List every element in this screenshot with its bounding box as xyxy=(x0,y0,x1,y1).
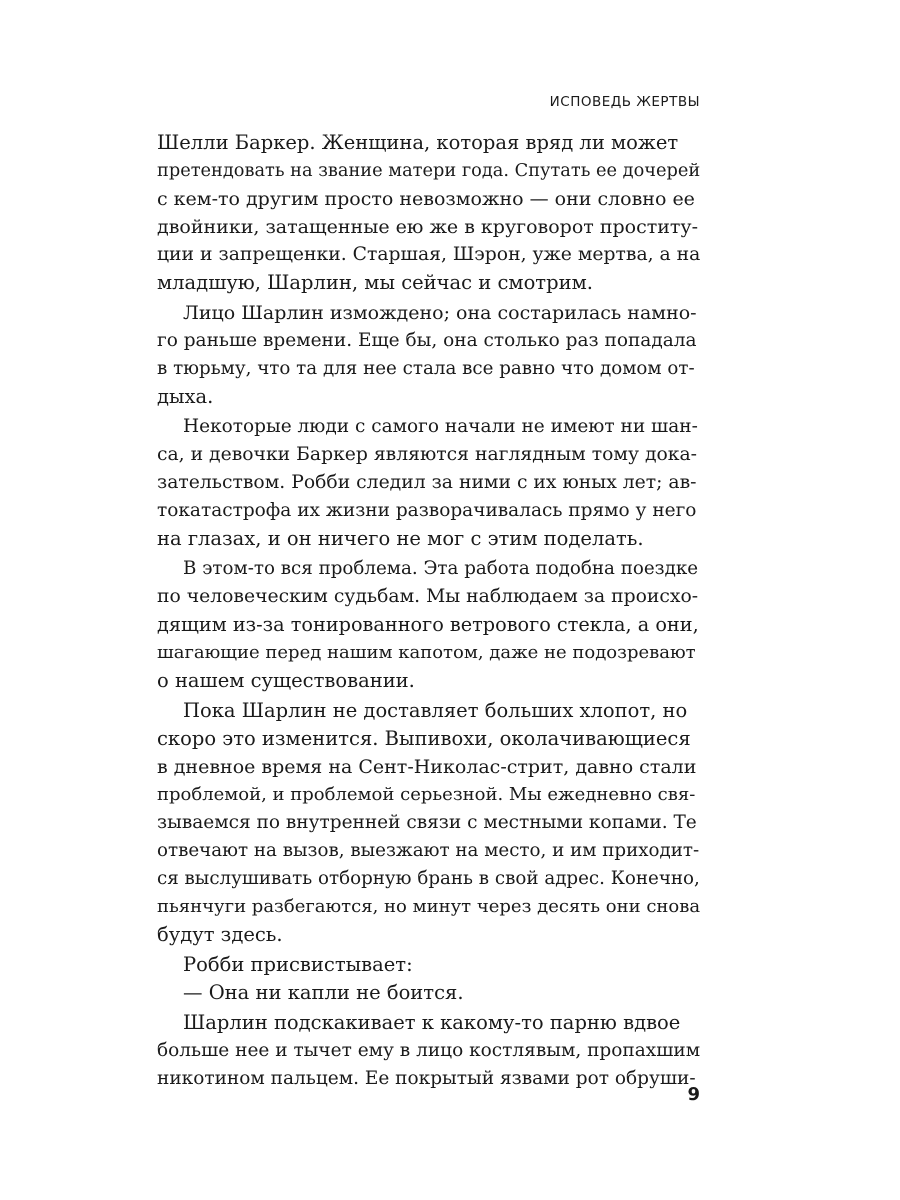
text-line: — Она ни капли не боится. xyxy=(183,981,464,1004)
text-line: го раньше времени. Еще бы, она столько раз попадала xyxy=(157,330,697,351)
text-line: с кем-то другим просто невозможно — они словно ее xyxy=(157,188,695,210)
text-line: о нашем существовании. xyxy=(157,669,415,692)
text-line: больше нее и тычет ему в лицо костлявым, пропахшим xyxy=(157,1040,701,1061)
text-line: Шелли Баркер. Женщина, которая вряд ли может xyxy=(157,131,679,154)
text-line: в дневное время на Сент-Николас-стрит, давно стали xyxy=(157,756,697,778)
text-line: шагающие перед нашим капотом, даже не подозревают xyxy=(157,642,696,663)
text-line: двойники, затащенные ею же в круговорот проститу- xyxy=(157,216,699,238)
text-line: в тюрьму, что та для нее стала все равно что домом от- xyxy=(157,358,695,379)
text-line: на глазах, и он ничего не мог с этим поделать. xyxy=(157,527,644,550)
text-line: претендовать на звание матери года. Спутать ее дочерей xyxy=(157,161,701,181)
text-line: Некоторые люди с самого начали не имеют ни шан- xyxy=(183,416,698,437)
text-line: ся выслушивать отборную брань в свой адрес. Конечно, xyxy=(157,868,700,889)
text-line: дящим из-за тонированного ветрового стекла, а они, xyxy=(157,613,699,636)
text-line: по человеческим судьбам. Мы наблюдаем за происхо- xyxy=(157,586,699,607)
text-line: дыха. xyxy=(157,385,214,408)
text-line: зываемся по внутренней связи с местными копами. Те xyxy=(157,812,697,833)
text-line: Робби присвистывает: xyxy=(183,953,413,976)
text-line: токатастрофа их жизни разворачивалась прямо у него xyxy=(157,500,697,521)
text-line: отвечают на вызов, выезжают на место, и им приходит- xyxy=(157,840,700,861)
text-line: проблемой, и проблемой серьезной. Мы ежедневно свя- xyxy=(157,784,696,805)
text-line: младшую, Шарлин, мы сейчас и смотрим. xyxy=(157,271,593,294)
text-line: ции и запрещенки. Старшая, Шэрон, уже мертва, а на xyxy=(157,244,701,265)
text-line: никотином пальцем. Ее покрытый язвами рот обруши- xyxy=(157,1068,696,1089)
text-line: скоро это изменится. Выпивохи, околачивающиеся xyxy=(157,727,691,750)
text-line: Пока Шарлин не доставляет больших хлопот, но xyxy=(183,699,688,722)
text-line: В этом-то вся проблема. Эта работа подобна поездке xyxy=(183,558,699,579)
text-line: будут здесь. xyxy=(157,923,283,946)
text-line: Шарлин подскакивает к какому-то парню вдвое xyxy=(183,1011,681,1034)
running-header: ИСПОВЕДЬ ЖЕРТВЫ xyxy=(549,94,700,110)
text-line: пьянчуги разбегаются, но минут через десять они снова xyxy=(157,896,701,917)
page-number: 9 xyxy=(687,1084,700,1105)
text-line: Лицо Шарлин измождено; она состарилась намно- xyxy=(183,302,697,324)
text-line: са, и девочки Баркер являются наглядным тому дока- xyxy=(157,444,698,465)
text-line: зательством. Робби следил за ними с их юных лет; ав- xyxy=(157,472,697,493)
